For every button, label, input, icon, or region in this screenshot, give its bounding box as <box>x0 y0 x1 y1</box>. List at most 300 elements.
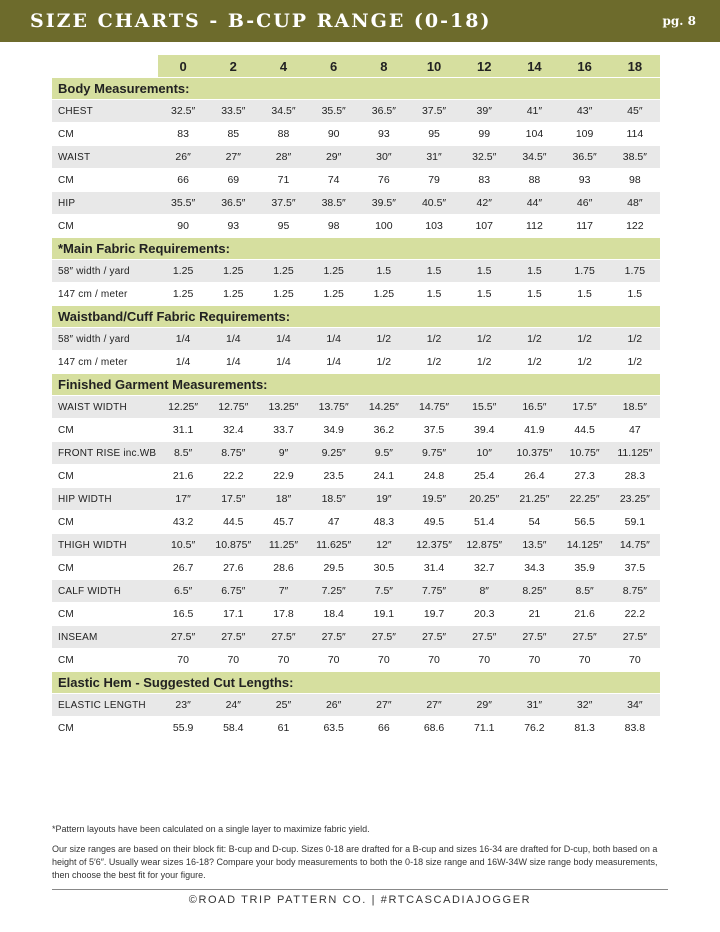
measurement-cell: 37.5″ <box>258 191 308 214</box>
measurement-cell: 1/4 <box>258 327 308 350</box>
measurement-cell: 1.5 <box>459 259 509 282</box>
measurement-cell: 27″ <box>409 693 459 716</box>
row-label: CM <box>52 418 158 441</box>
measurement-cell: 17.1 <box>208 602 258 625</box>
measurement-cell: 17.8 <box>258 602 308 625</box>
measurement-cell: 49.5 <box>409 510 459 533</box>
size-chart-table <box>52 55 660 739</box>
table-row <box>52 487 660 510</box>
measurement-cell: 95 <box>409 122 459 145</box>
measurement-cell: 17″ <box>158 487 208 510</box>
measurement-cell: 28.6 <box>258 556 308 579</box>
size-header-cell: 18 <box>610 55 660 77</box>
measurement-cell: 32.5″ <box>459 145 509 168</box>
measurement-cell: 24.1 <box>359 464 409 487</box>
section-header-row <box>52 77 660 99</box>
measurement-cell: 21.6 <box>158 464 208 487</box>
measurement-cell: 74 <box>309 168 359 191</box>
measurement-cell: 38.5″ <box>309 191 359 214</box>
table-row <box>52 533 660 556</box>
page-header <box>0 0 720 42</box>
section-header-row <box>52 305 660 327</box>
measurement-cell: 10.375″ <box>509 441 559 464</box>
measurement-cell: 14.25″ <box>359 395 409 418</box>
measurement-cell: 22.2 <box>610 602 660 625</box>
measurement-cell: 90 <box>158 214 208 237</box>
measurement-cell: 9.5″ <box>359 441 409 464</box>
measurement-cell: 35.9 <box>560 556 610 579</box>
notes <box>52 823 668 889</box>
table-row <box>52 648 660 671</box>
measurement-cell: 54 <box>509 510 559 533</box>
measurement-cell: 24″ <box>208 693 258 716</box>
measurement-cell: 1/2 <box>560 350 610 373</box>
measurement-cell: 39″ <box>459 99 509 122</box>
measurement-cell: 27.5″ <box>509 625 559 648</box>
measurement-cell: 68.6 <box>409 716 459 739</box>
size-header-cell: 16 <box>560 55 610 77</box>
row-label: CALF WIDTH <box>52 579 158 602</box>
measurement-cell: 24.8 <box>409 464 459 487</box>
measurement-cell: 10.75″ <box>560 441 610 464</box>
measurement-cell: 46″ <box>560 191 610 214</box>
measurement-cell: 27.5″ <box>459 625 509 648</box>
measurement-cell: 27.5″ <box>158 625 208 648</box>
measurement-cell: 8″ <box>459 579 509 602</box>
measurement-cell: 27.5″ <box>359 625 409 648</box>
measurement-cell: 43″ <box>560 99 610 122</box>
measurement-cell: 83.8 <box>610 716 660 739</box>
footer: ©ROAD TRIP PATTERN CO. | #RTCASCADIAJOGGER <box>188 894 532 906</box>
measurement-cell: 29″ <box>459 693 509 716</box>
section-header-row <box>52 671 660 693</box>
size-header-cell: 4 <box>258 55 308 77</box>
measurement-cell: 27.5″ <box>560 625 610 648</box>
measurement-cell: 37.5 <box>409 418 459 441</box>
measurement-cell: 1.25 <box>359 282 409 305</box>
measurement-cell: 56.5 <box>560 510 610 533</box>
measurement-cell: 34″ <box>610 693 660 716</box>
measurement-cell: 31″ <box>409 145 459 168</box>
measurement-cell: 1.25 <box>158 259 208 282</box>
measurement-cell: 1/4 <box>208 327 258 350</box>
table-row <box>52 145 660 168</box>
measurement-cell: 48.3 <box>359 510 409 533</box>
measurement-cell: 32.5″ <box>158 99 208 122</box>
measurement-cell: 33.7 <box>258 418 308 441</box>
measurement-cell: 1.25 <box>258 259 308 282</box>
measurement-cell: 8.5″ <box>560 579 610 602</box>
measurement-cell: 29.5 <box>309 556 359 579</box>
measurement-cell: 33.5″ <box>208 99 258 122</box>
measurement-cell: 35.5″ <box>309 99 359 122</box>
size-header-cell: 10 <box>409 55 459 77</box>
measurement-cell: 12.75″ <box>208 395 258 418</box>
measurement-cell: 114 <box>610 122 660 145</box>
table-row <box>52 122 660 145</box>
row-label: HIP WIDTH <box>52 487 158 510</box>
measurement-cell: 27.5″ <box>258 625 308 648</box>
measurement-cell: 1/2 <box>459 350 509 373</box>
row-label: 147 cm / meter <box>52 282 158 305</box>
measurement-cell: 6.5″ <box>158 579 208 602</box>
measurement-cell: 19.1 <box>359 602 409 625</box>
row-label: CM <box>52 556 158 579</box>
measurement-cell: 1/2 <box>509 350 559 373</box>
table-row <box>52 441 660 464</box>
measurement-cell: 112 <box>509 214 559 237</box>
measurement-cell: 70 <box>610 648 660 671</box>
row-label: CM <box>52 214 158 237</box>
measurement-cell: 26.4 <box>509 464 559 487</box>
measurement-cell: 122 <box>610 214 660 237</box>
measurement-cell: 90 <box>309 122 359 145</box>
measurement-cell: 32″ <box>560 693 610 716</box>
measurement-cell: 8.25″ <box>509 579 559 602</box>
measurement-cell: 98 <box>309 214 359 237</box>
measurement-cell: 11.25″ <box>258 533 308 556</box>
measurement-cell: 32.4 <box>208 418 258 441</box>
row-label: CM <box>52 122 158 145</box>
measurement-cell: 93 <box>208 214 258 237</box>
table-row <box>52 556 660 579</box>
row-label: 58″ width / yard <box>52 259 158 282</box>
measurement-cell: 14.75″ <box>409 395 459 418</box>
measurement-cell: 37.5 <box>610 556 660 579</box>
measurement-cell: 26″ <box>158 145 208 168</box>
measurement-cell: 66 <box>359 716 409 739</box>
measurement-cell: 1/2 <box>509 327 559 350</box>
table-row <box>52 716 660 739</box>
measurement-cell: 1.5 <box>459 282 509 305</box>
row-label: INSEAM <box>52 625 158 648</box>
section-header-row <box>52 237 660 259</box>
table-row <box>52 625 660 648</box>
measurement-cell: 93 <box>359 122 409 145</box>
table-row <box>52 602 660 625</box>
measurement-cell: 42″ <box>459 191 509 214</box>
measurement-cell: 16.5 <box>158 602 208 625</box>
measurement-cell: 36.5″ <box>560 145 610 168</box>
measurement-cell: 36.5″ <box>208 191 258 214</box>
table-row <box>52 693 660 716</box>
measurement-cell: 83 <box>158 122 208 145</box>
measurement-cell: 66 <box>158 168 208 191</box>
measurement-cell: 1.25 <box>208 259 258 282</box>
table-row <box>52 191 660 214</box>
measurement-cell: 70 <box>158 648 208 671</box>
measurement-cell: 1.25 <box>309 282 359 305</box>
measurement-cell: 12.375″ <box>409 533 459 556</box>
page-title: SIZE CHARTS - B-CUP RANGE (0-18) <box>30 10 492 32</box>
table-row <box>52 350 660 373</box>
measurement-cell: 1.5 <box>359 259 409 282</box>
measurement-cell: 19.5″ <box>409 487 459 510</box>
measurement-cell: 70 <box>359 648 409 671</box>
measurement-cell: 28.3 <box>610 464 660 487</box>
measurement-cell: 1/4 <box>309 327 359 350</box>
section-title: Body Measurements: <box>52 77 660 99</box>
row-label: 58″ width / yard <box>52 327 158 350</box>
measurement-cell: 1/4 <box>158 350 208 373</box>
measurement-cell: 27.5″ <box>208 625 258 648</box>
measurement-cell: 10.875″ <box>208 533 258 556</box>
section-title: Waistband/Cuff Fabric Requirements: <box>52 305 660 327</box>
measurement-cell: 59.1 <box>610 510 660 533</box>
measurement-cell: 1.25 <box>158 282 208 305</box>
measurement-cell: 23.25″ <box>610 487 660 510</box>
measurement-cell: 9″ <box>258 441 308 464</box>
measurement-cell: 13.75″ <box>309 395 359 418</box>
measurement-cell: 95 <box>258 214 308 237</box>
footer-divider <box>52 889 668 890</box>
measurement-cell: 34.3 <box>509 556 559 579</box>
table-row <box>52 259 660 282</box>
measurement-cell: 55.9 <box>158 716 208 739</box>
measurement-cell: 1/4 <box>309 350 359 373</box>
measurement-cell: 104 <box>509 122 559 145</box>
measurement-cell: 23″ <box>158 693 208 716</box>
measurement-cell: 63.5 <box>309 716 359 739</box>
measurement-cell: 98 <box>610 168 660 191</box>
row-label: WAIST WIDTH <box>52 395 158 418</box>
measurement-cell: 1/2 <box>359 327 409 350</box>
measurement-cell: 70 <box>509 648 559 671</box>
table-row <box>52 282 660 305</box>
measurement-cell: 22.25″ <box>560 487 610 510</box>
measurement-cell: 11.625″ <box>309 533 359 556</box>
measurement-cell: 100 <box>359 214 409 237</box>
measurement-cell: 26.7 <box>158 556 208 579</box>
size-header-cell: 14 <box>509 55 559 77</box>
measurement-cell: 13.25″ <box>258 395 308 418</box>
measurement-cell: 79 <box>409 168 459 191</box>
row-label: CM <box>52 464 158 487</box>
measurement-cell: 18.5″ <box>610 395 660 418</box>
measurement-cell: 22.2 <box>208 464 258 487</box>
measurement-cell: 93 <box>560 168 610 191</box>
measurement-cell: 44.5 <box>208 510 258 533</box>
measurement-cell: 81.3 <box>560 716 610 739</box>
size-chart <box>52 55 660 739</box>
measurement-cell: 44″ <box>509 191 559 214</box>
measurement-cell: 28″ <box>258 145 308 168</box>
measurement-cell: 43.2 <box>158 510 208 533</box>
measurement-cell: 1.5 <box>610 282 660 305</box>
table-row <box>52 327 660 350</box>
measurement-cell: 12.875″ <box>459 533 509 556</box>
measurement-cell: 76.2 <box>509 716 559 739</box>
measurement-cell: 1/2 <box>610 350 660 373</box>
measurement-cell: 70 <box>208 648 258 671</box>
measurement-cell: 9.75″ <box>409 441 459 464</box>
measurement-cell: 76 <box>359 168 409 191</box>
measurement-cell: 7″ <box>258 579 308 602</box>
size-header-cell: 6 <box>309 55 359 77</box>
measurement-cell: 1.25 <box>258 282 308 305</box>
size-header-blank <box>52 55 158 77</box>
measurement-cell: 27.6 <box>208 556 258 579</box>
row-label: WAIST <box>52 145 158 168</box>
measurement-cell: 1.75 <box>610 259 660 282</box>
measurement-cell: 88 <box>509 168 559 191</box>
measurement-cell: 29″ <box>309 145 359 168</box>
table-row <box>52 464 660 487</box>
measurement-cell: 1/2 <box>409 327 459 350</box>
measurement-cell: 1.5 <box>509 282 559 305</box>
measurement-cell: 14.75″ <box>610 533 660 556</box>
measurement-cell: 16.5″ <box>509 395 559 418</box>
measurement-cell: 70 <box>409 648 459 671</box>
measurement-cell: 83 <box>459 168 509 191</box>
size-header-cell: 8 <box>359 55 409 77</box>
row-label: CHEST <box>52 99 158 122</box>
measurement-cell: 69 <box>208 168 258 191</box>
measurement-cell: 8.75″ <box>610 579 660 602</box>
measurement-cell: 34.5″ <box>258 99 308 122</box>
measurement-cell: 103 <box>409 214 459 237</box>
measurement-cell: 18.4 <box>309 602 359 625</box>
measurement-cell: 17.5″ <box>560 395 610 418</box>
section-title: *Main Fabric Requirements: <box>52 237 660 259</box>
measurement-cell: 1.5 <box>409 282 459 305</box>
section-title: Elastic Hem - Suggested Cut Lengths: <box>52 671 660 693</box>
measurement-cell: 71.1 <box>459 716 509 739</box>
measurement-cell: 12″ <box>359 533 409 556</box>
measurement-cell: 39.4 <box>459 418 509 441</box>
measurement-cell: 34.9 <box>309 418 359 441</box>
measurement-cell: 22.9 <box>258 464 308 487</box>
measurement-cell: 13.5″ <box>509 533 559 556</box>
measurement-cell: 30″ <box>359 145 409 168</box>
measurement-cell: 1/2 <box>409 350 459 373</box>
measurement-cell: 38.5″ <box>610 145 660 168</box>
measurement-cell: 27″ <box>208 145 258 168</box>
measurement-cell: 34.5″ <box>509 145 559 168</box>
measurement-cell: 14.125″ <box>560 533 610 556</box>
measurement-cell: 7.75″ <box>409 579 459 602</box>
measurement-cell: 40.5″ <box>409 191 459 214</box>
measurement-cell: 21 <box>509 602 559 625</box>
measurement-cell: 31.1 <box>158 418 208 441</box>
row-label: CM <box>52 510 158 533</box>
measurement-cell: 6.75″ <box>208 579 258 602</box>
row-label: CM <box>52 716 158 739</box>
measurement-cell: 1/2 <box>610 327 660 350</box>
measurement-cell: 15.5″ <box>459 395 509 418</box>
measurement-cell: 31.4 <box>409 556 459 579</box>
row-label: ELASTIC LENGTH <box>52 693 158 716</box>
measurement-cell: 7.25″ <box>309 579 359 602</box>
row-label: CM <box>52 602 158 625</box>
measurement-cell: 1/4 <box>208 350 258 373</box>
measurement-cell: 31″ <box>509 693 559 716</box>
page-number: pg. 8 <box>662 14 696 28</box>
measurement-cell: 58.4 <box>208 716 258 739</box>
measurement-cell: 27.5″ <box>610 625 660 648</box>
measurement-cell: 47 <box>610 418 660 441</box>
measurement-cell: 70 <box>560 648 610 671</box>
row-label: FRONT RISE inc.WB <box>52 441 158 464</box>
section-title: Finished Garment Measurements: <box>52 373 660 395</box>
measurement-cell: 18.5″ <box>309 487 359 510</box>
measurement-cell: 10″ <box>459 441 509 464</box>
measurement-cell: 70 <box>459 648 509 671</box>
measurement-cell: 32.7 <box>459 556 509 579</box>
table-row <box>52 579 660 602</box>
measurement-cell: 51.4 <box>459 510 509 533</box>
measurement-cell: 71 <box>258 168 308 191</box>
measurement-cell: 44.5 <box>560 418 610 441</box>
measurement-cell: 8.5″ <box>158 441 208 464</box>
measurement-cell: 18″ <box>258 487 308 510</box>
measurement-cell: 48″ <box>610 191 660 214</box>
measurement-cell: 1/4 <box>158 327 208 350</box>
measurement-cell: 25″ <box>258 693 308 716</box>
measurement-cell: 1/2 <box>459 327 509 350</box>
measurement-cell: 8.75″ <box>208 441 258 464</box>
measurement-cell: 61 <box>258 716 308 739</box>
measurement-cell: 45.7 <box>258 510 308 533</box>
measurement-cell: 26″ <box>309 693 359 716</box>
measurement-cell: 21.6 <box>560 602 610 625</box>
section-header-row <box>52 373 660 395</box>
measurement-cell: 1.5 <box>509 259 559 282</box>
measurement-cell: 107 <box>459 214 509 237</box>
measurement-cell: 25.4 <box>459 464 509 487</box>
measurement-cell: 27.5″ <box>309 625 359 648</box>
measurement-cell: 41.9 <box>509 418 559 441</box>
measurement-cell: 20.3 <box>459 602 509 625</box>
measurement-cell: 9.25″ <box>309 441 359 464</box>
measurement-cell: 17.5″ <box>208 487 258 510</box>
measurement-cell: 27.5″ <box>409 625 459 648</box>
measurement-cell: 10.5″ <box>158 533 208 556</box>
row-label: CM <box>52 168 158 191</box>
measurement-cell: 1.25 <box>309 259 359 282</box>
measurement-cell: 39.5″ <box>359 191 409 214</box>
measurement-cell: 88 <box>258 122 308 145</box>
table-row <box>52 214 660 237</box>
measurement-cell: 30.5 <box>359 556 409 579</box>
table-row <box>52 168 660 191</box>
table-row <box>52 510 660 533</box>
measurement-cell: 1/4 <box>258 350 308 373</box>
measurement-cell: 11.125″ <box>610 441 660 464</box>
measurement-cell: 35.5″ <box>158 191 208 214</box>
measurement-cell: 47 <box>309 510 359 533</box>
row-label: HIP <box>52 191 158 214</box>
row-label: 147 cm / meter <box>52 350 158 373</box>
measurement-cell: 20.25″ <box>459 487 509 510</box>
measurement-cell: 36.5″ <box>359 99 409 122</box>
row-label: THIGH WIDTH <box>52 533 158 556</box>
measurement-cell: 27″ <box>359 693 409 716</box>
measurement-cell: 99 <box>459 122 509 145</box>
fabric-yield-note: *Pattern layouts have been calculated on a single layer to maximize fabric yield. <box>52 824 370 834</box>
measurement-cell: 7.5″ <box>359 579 409 602</box>
measurement-cell: 37.5″ <box>409 99 459 122</box>
measurement-cell: 1/2 <box>560 327 610 350</box>
measurement-cell: 1.5 <box>409 259 459 282</box>
measurement-cell: 1.25 <box>208 282 258 305</box>
table-row <box>52 418 660 441</box>
size-header-cell: 2 <box>208 55 258 77</box>
row-label: CM <box>52 648 158 671</box>
measurement-cell: 70 <box>309 648 359 671</box>
measurement-cell: 27.3 <box>560 464 610 487</box>
measurement-cell: 19″ <box>359 487 409 510</box>
